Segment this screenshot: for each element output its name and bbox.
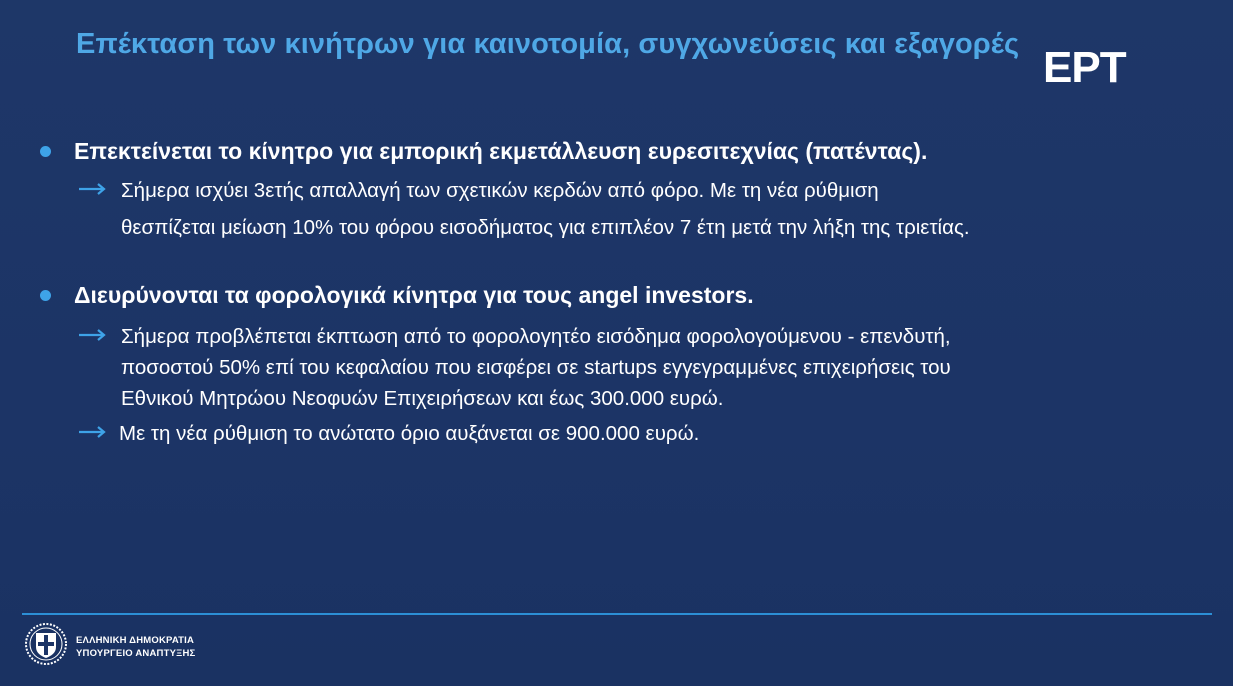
sub-point xyxy=(78,175,970,243)
section-heading-text: Επεκτείνεται το κίνητρο για εμπορική εκμετάλλευση ευρεσιτεχνίας (πατέντας). xyxy=(74,138,928,164)
bullet-dot-icon xyxy=(40,146,51,157)
arrow-right-icon xyxy=(78,324,108,346)
text-line: θεσπίζεται μείωση 10% του φόρου εισοδήματος για επιπλέον 7 έτη μετά την λήξη της τριετίας. xyxy=(121,216,970,239)
sub-point-text xyxy=(121,321,951,414)
sub-point-text xyxy=(119,418,699,449)
text-line: ποσοστού 50% επί του κεφαλαίου που εισφέρει σε startups εγγεγραμμένες επιχειρήσεις του xyxy=(121,356,951,379)
section-heading-angel-investors xyxy=(40,282,754,309)
footer-divider xyxy=(22,613,1212,615)
text-line: Εθνικού Μητρώου Νεοφυών Επιχειρήσεων και έως 300.000 ευρώ. xyxy=(121,387,724,410)
ministry-label xyxy=(76,634,195,660)
text-line: Σήμερα ισχύει 3ετής απαλλαγή των σχετικών κερδών από φόρο. Με τη νέα ρύθμιση xyxy=(121,179,879,202)
sub-point xyxy=(78,321,951,414)
bullet-dot-icon xyxy=(40,290,51,301)
section-heading-text: Διευρύνονται τα φορολογικά κίνητρα για τους angel investors. xyxy=(74,282,754,308)
sub-point-text xyxy=(121,175,970,243)
footer-line-1: ΕΛΛΗΝΙΚΗ ΔΗΜΟΚΡΑΤΙΑ xyxy=(76,635,195,646)
arrow-right-icon xyxy=(78,421,108,443)
section-heading-patent xyxy=(40,138,927,165)
footer-line-2: ΥΠΟΥΡΓΕΙΟ ΑΝΑΠΤΥΞΗΣ xyxy=(76,648,196,659)
ert-channel-logo: ΕΡΤ xyxy=(1043,43,1126,92)
greek-coat-of-arms-icon xyxy=(24,622,68,666)
sub-point xyxy=(78,418,699,449)
text-line: Με τη νέα ρύθμιση το ανώτατο όριο αυξάνεται σε 900.000 ευρώ. xyxy=(119,422,700,445)
arrow-right-icon xyxy=(78,178,108,200)
text-line: Σήμερα προβλέπεται έκπτωση από το φορολογητέο εισόδημα φορολογούμενου - επενδυτή, xyxy=(121,325,951,348)
slide-title: Επέκταση των κινήτρων για καινοτομία, συγχωνεύσεις και εξαγορές xyxy=(76,28,1020,60)
